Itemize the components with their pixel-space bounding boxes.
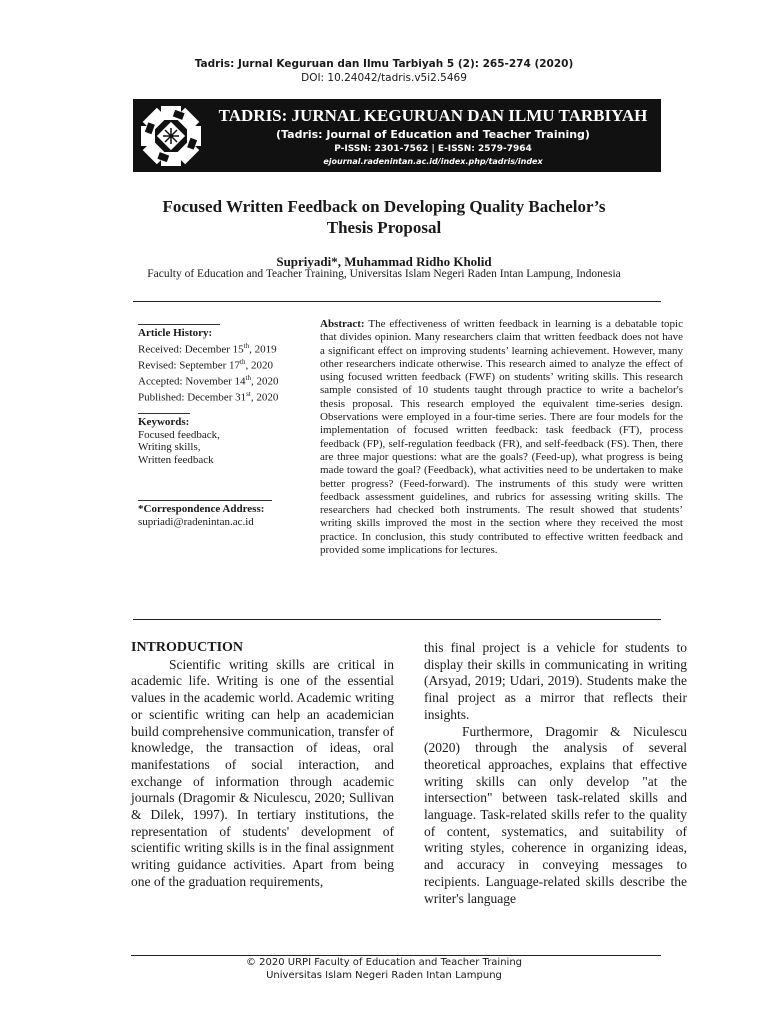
body-paragraph: Furthermore, Dragomir & Niculescu (2020) through the analysis of several theoretical approaches, explains that effective writing skills can only develop "at the intersection" between task-related skills and language. Task-related skills refer to the quality of content, systematics, and suitability of writing styles, coherence in organizing ideas, and accuracy in conveying messages to recipients. Language-related skills describe the writer's language — [424, 723, 687, 906]
history-accepted: Accepted: November 14th, 2020 — [138, 373, 279, 388]
abstract-label: Abstract: — [320, 318, 365, 330]
keywords-heading: Keywords: — [138, 416, 190, 428]
abstract-text: The effectiveness of written feedback in learning is a debatable topic that divides opinion. Many researchers claim that written feedback does not have a significant effect on improving students’ learning achievement. However, many other researchers indicate otherwise. This research aimed to analyze the effect of using focused written feedback (FWF) on students’ writing skills. This research sample consisted of 10 students taught through practice to write a bachelor's thesis proposal. This research employed the equivalent time-series design. Observations were employed in a four-time series. There are four models for the implementation of focused written feedback: task feedback (FT), process feedback (FP), self-regulation feedback (FR), and self-feedback (FS). Then, there are three major questions: what are the goals? (Feed-up), what progress is being made toward the goal? (Feedback), what activities need to be undertaken to make better progress? (Feed-forward). The instruments of this study were written feedback assessment guidelines, and rubrics for assessing writing skills. The researchers had checked both instruments. The result showed that students’ writing skills improved the most in the section where they received the most practice. In conclusion, this study contributed to effective written feedback and provided some implications for lectures. — [320, 318, 683, 557]
banner-issn: P-ISSN: 2301-7562 | E-ISSN: 2579-7964 — [334, 144, 532, 154]
history-heading: Article History: — [138, 327, 213, 339]
article-authors: Supriyadi*, Muhammad Ridho Kholid — [276, 254, 492, 269]
history-rule — [138, 324, 220, 325]
keywords — [138, 416, 220, 466]
article-history — [138, 327, 278, 404]
keyword-item: Focused feedback, — [138, 428, 220, 441]
abstract-divider — [133, 619, 661, 620]
banner-title: TADRIS: JURNAL KEGURUAN DAN ILMU TARBIYAH — [218, 106, 648, 125]
body-column-left — [131, 640, 394, 891]
banner-url[interactable]: ejournal.radenintan.ac.id/index.php/tadris/index — [323, 157, 543, 166]
body-column-right — [424, 640, 687, 907]
body-paragraph: this final project is a vehicle for students to display their skills in communicating in writing (Arsyad, 2019; Udari, 2019). Students make the final project as a mirror that reflects their insights. — [424, 640, 687, 722]
doi: DOI: 10.24042/tadris.v5i2.5469 — [301, 72, 467, 84]
journal-logo-icon — [139, 104, 203, 168]
section-heading-introduction: INTRODUCTION — [131, 640, 244, 655]
history-published: Published: December 31st, 2020 — [138, 389, 279, 404]
author-affiliation: Faculty of Education and Teacher Training, Universitas Islam Negeri Raden Intan Lampung, Indonesia — [147, 268, 621, 280]
keyword-item: Writing skills, — [138, 441, 201, 453]
banner-subtitle: (Tadris: Journal of Education and Teacher Training) — [276, 128, 590, 141]
footer-institution: Universitas Islam Negeri Raden Intan Lampung — [266, 970, 502, 981]
keyword-item: Written feedback — [138, 453, 214, 466]
title-divider — [133, 301, 661, 302]
footer-copyright: © 2020 URPI Faculty of Education and Teacher Training — [245, 957, 523, 968]
abstract — [320, 318, 683, 557]
history-received: Received: December 15th, 2019 — [138, 341, 277, 356]
correspondence-email[interactable]: supriadi@radenintan.ac.id — [138, 515, 254, 528]
history-revised: Revised: September 17th, 2020 — [138, 357, 273, 372]
keywords-rule — [138, 413, 190, 414]
correspondence-heading: *Correspondence Address: — [138, 503, 265, 515]
correspondence — [138, 503, 264, 528]
journal-citation: Tadris: Jurnal Keguruan dan Ilmu Tarbiyah 5 (2): 265-274 (2020) — [194, 58, 574, 70]
footer-divider — [131, 955, 661, 956]
article-title: Focused Written Feedback on Developing Quality Bachelor’s Thesis Proposal — [162, 197, 606, 237]
body-paragraph: Scientific writing skills are critical in academic life. Writing is one of the essential values in the academic world. Academic writing or scientific writing can help an academician build comprehensive communication, transfer of knowledge, the transaction of ideas, oral manifestations of social interaction, and exchange of information through academic journals (Dragomir & Niculescu, 2020; Sullivan & Dilek, 1997). In tertiary institutions, the representation of students' development of scientific writing skills is in the final assignment writing guidance activities. Apart from being one of the graduation requirements, — [131, 656, 394, 889]
correspondence-rule — [138, 500, 272, 501]
